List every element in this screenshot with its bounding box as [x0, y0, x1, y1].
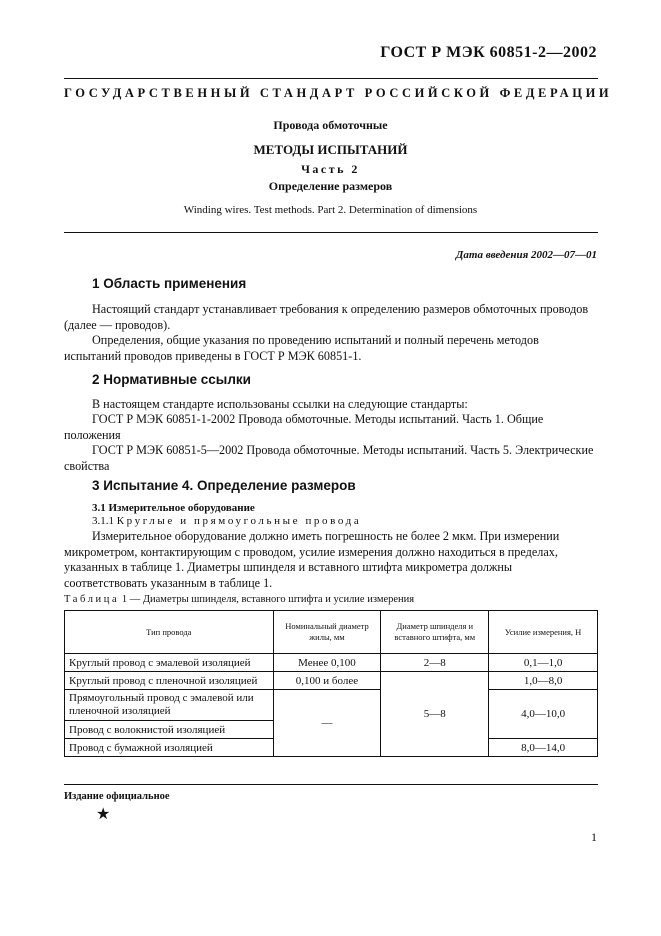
- cell-nominal-diameter: 0,100 и более: [273, 672, 381, 690]
- cell-wire-type: Круглый провод с эмалевой изоляцией: [65, 654, 274, 672]
- cell-wire-type: Провод с волокнистой изоляцией: [65, 721, 274, 739]
- section-3-heading: 3 Испытание 4. Определение размеров: [92, 478, 356, 493]
- table-row: [65, 690, 598, 721]
- intro-date: Дата введения 2002—07—01: [455, 249, 597, 261]
- table-row: [65, 654, 598, 672]
- table-row: [65, 672, 598, 690]
- star-icon: ★: [96, 806, 111, 823]
- cell-measuring-force: 1,0—8,0: [489, 672, 598, 690]
- section-1-p1-text: Настоящий стандарт устанавливает требования к определению размеров обмоточных проводов (далее — проводов).: [64, 302, 589, 332]
- cell-wire-type: Провод с бумажной изоляцией: [65, 739, 274, 757]
- dimensions-table: [64, 610, 598, 757]
- divider-footer: [64, 784, 598, 785]
- header-measuring-force: Усилие измерения, Н: [489, 611, 598, 654]
- section-2-paragraph-1: [64, 397, 598, 413]
- section-2-reference-2: [64, 443, 598, 474]
- section-2-heading: 2 Нормативные ссылки: [92, 372, 251, 387]
- title-line-2: МЕТОДЫ ИСПЫТАНИЙ: [253, 142, 408, 157]
- section-1-p2-text: Определения, общие указания по проведению испытаний и полный перечень методов испытаний проводов приведены в ГОСТ Р МЭК 60851-1.: [64, 333, 539, 363]
- cell-wire-type: Круглый провод с пленочной изоляцией: [65, 672, 274, 690]
- divider-title: [64, 232, 598, 233]
- section-1-heading: 1 Область применения: [92, 276, 247, 291]
- section-2-p2-text: ГОСТ Р МЭК 60851-1-2002 Провода обмоточные. Методы испытаний. Часть 1. Общие положения: [64, 412, 544, 442]
- table-caption: [64, 594, 414, 605]
- section-2-p1-text: В настоящем стандарте использованы ссылки на следующие стандарты:: [92, 397, 468, 411]
- title-line-1: Провода обмоточные: [273, 118, 388, 132]
- table-caption-label: Таблица: [64, 594, 120, 605]
- section-2-reference-1: [64, 412, 598, 443]
- document-id: ГОСТ Р МЭК 60851-2—2002: [380, 44, 597, 61]
- page-number: 1: [591, 830, 597, 844]
- subsection-3-1-1: [92, 515, 361, 527]
- cell-measuring-force: 8,0—14,0: [489, 739, 598, 757]
- divider-top: [64, 78, 598, 79]
- section-1-paragraph-2: [64, 333, 598, 364]
- section-1-paragraph-1: [64, 302, 598, 333]
- official-edition-label: Издание официальное: [64, 791, 170, 802]
- cell-spindle-diameter: 5—8: [381, 672, 489, 757]
- header-wire-type: Тип провода: [65, 611, 274, 654]
- table-header-row: [65, 611, 598, 654]
- title-line-4: Определение размеров: [268, 179, 393, 193]
- section-3-p1-text: Измерительное оборудование должно иметь погрешность не более 2 мкм. При измерении микрометром, контактирующим с проводом, усилие измерения должно находиться в пределах, указанных в таблице 1. Диаметры шпинделя и вставного штифта микрометра должны соответствовать указанным в таблице 1.: [64, 529, 560, 590]
- cell-measuring-force: 0,1—1,0: [489, 654, 598, 672]
- title-part: Часть 2: [301, 162, 360, 176]
- state-standard-banner: ГОСУДАРСТВЕННЫЙ СТАНДАРТ РОССИЙСКОЙ ФЕДЕРАЦИИ: [64, 86, 613, 100]
- subsection-3-1: 3.1 Измерительное оборудование: [92, 502, 255, 514]
- header-nominal-diameter: Номинальный диаметр жилы, мм: [273, 611, 381, 654]
- cell-wire-type: Прямоугольный провод с эмалевой или пленочной изоляцией: [65, 690, 274, 721]
- subsection-3-1-1-title: Круглые и прямоугольные провода: [116, 515, 362, 527]
- cell-measuring-force: 4,0—10,0: [489, 690, 598, 739]
- cell-spindle-diameter: 2—8: [381, 654, 489, 672]
- cell-nominal-diameter: Менее 0,100: [273, 654, 381, 672]
- subsection-3-1-1-number: 3.1.1: [92, 515, 114, 527]
- header-spindle-diameter: Диаметр шпинделя и вставного штифта, мм: [381, 611, 489, 654]
- section-3-paragraph-1: [64, 529, 598, 591]
- section-2-p3-text: ГОСТ Р МЭК 60851-5—2002 Провода обмоточные. Методы испытаний. Часть 5. Электрические свойства: [64, 443, 594, 473]
- title-english: Winding wires. Test methods. Part 2. Determination of dimensions: [183, 204, 478, 216]
- cell-nominal-diameter: —: [273, 690, 381, 757]
- table-caption-text: 1 — Диаметры шпинделя, вставного штифта и усилие измерения: [121, 594, 415, 605]
